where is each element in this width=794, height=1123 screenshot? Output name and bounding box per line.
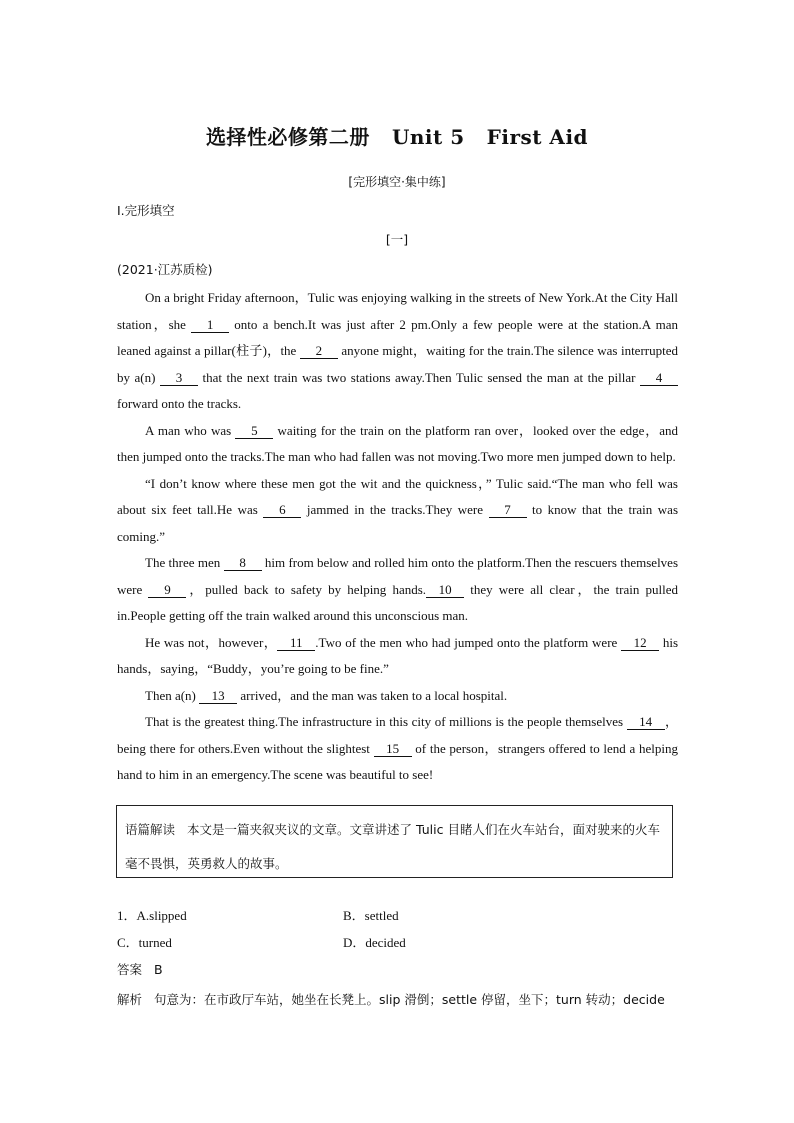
blank-12: 12 [621,635,659,651]
question-number: 1． [117,908,137,923]
paragraph-3: “I don’t know where these men got the wit and the quickness，” Tulic said.“The man who fell was about six feet tall.He was 6 jammed in the tracks.They were 7 to know that the train was coming.” [117,475,679,544]
analysis-label: 解析 [117,992,143,1007]
paragraph-6: Then a(n) 13 arrived，and the man was taken to a local hospital. [145,687,508,703]
blank-14: 14 [627,714,665,730]
option-d: D．decided [343,935,406,950]
passage-source: (2021·江苏质检) [117,262,213,277]
blank-11: 11 [277,635,315,651]
passage-analysis-box [116,805,673,878]
option-row-2 [117,932,677,959]
analysis-line [117,990,682,1008]
title-unit: Unit 5 [391,125,465,149]
section-heading: Ⅰ.完形填空 [117,203,175,218]
blank-7: 7 [489,502,527,518]
option-row-1 [117,905,677,932]
title-topic: First Aid [486,125,589,149]
blank-4: 4 [640,370,678,386]
exercise-subtitle: [完形填空·集中练] [348,175,446,189]
blank-6: 6 [263,502,301,518]
blank-9: 9 [148,582,186,598]
blank-3: 3 [160,370,198,386]
blank-15: 15 [374,741,412,757]
title-chinese: 选择性必修第二册 [205,125,370,149]
option-a: 1．A.slipped [117,908,187,923]
box-text: 本文是一篇夹叙夹议的文章。文章讲述了 Tulic 目睹人们在火车站台，面对驶来的火车毫不畏惧，英勇救人的故事。 [125,822,660,871]
passage-number: [一] [385,232,409,247]
blank-1: 1 [191,317,229,333]
option-c: C．turned [117,935,172,950]
paragraph-4: The three men 8 him from below and rolled him onto the platform.Then the rescuers themselves were 9 ，pulled back to safety by helping hands. 10 they were all clear，the train pulled in.People getting off the train walked around this unconscious man. [117,555,679,623]
blank-10: 10 [426,582,464,598]
cloze-passage [117,285,678,789]
paragraph-1: On a bright Friday afternoon，Tulic was enjoying walking in the streets of New York.At the City Hall station，she 1 onto a bench.It was just after 2 pm.Only a few people were at the station.A man leaned against a pillar(柱子)，the 2 anyone might，waiting for the train.The silence was interrupted by a(n) 3 that the next train was two stations away.Then Tulic sensed the man at the pillar 4 forward onto the tracks. [117,290,679,411]
blank-2: 2 [300,343,338,359]
option-b: B．settled [343,908,399,923]
blank-13: 13 [199,688,237,704]
blank-8: 8 [224,555,262,571]
blank-5: 5 [235,423,273,439]
answer-value: B [154,962,163,977]
page-title [0,121,794,150]
paragraph-2: A man who was 5 waiting for the train on the platform ran over，looked over the edge，and then jumped onto the tracks.The man who had fallen was not moving.Two more men jumped down to help. [117,422,678,464]
paragraph-5: He was not，however， 11 .Two of the men who had jumped onto the platform were 12 his hands，saying，“Buddy，you’re going to be fine.” [117,634,679,676]
analysis-text: 句意为：在市政厅车站，她坐在长凳上。slip 滑倒；settle 停留，坐下；turn 转动；decide [154,992,665,1007]
paragraph-7: That is the greatest thing.The infrastructure in this city of millions is the people themselves 14 ，being there for others.Even without the slightest 15 of the person，strangers offered to lend a helping hand to him in an emergency.The scene was beautiful to see! [117,714,678,782]
box-label: 语篇解读 [125,822,176,837]
answer-label: 答案 [117,962,143,977]
answer-line [117,960,163,978]
question-options [117,905,677,959]
